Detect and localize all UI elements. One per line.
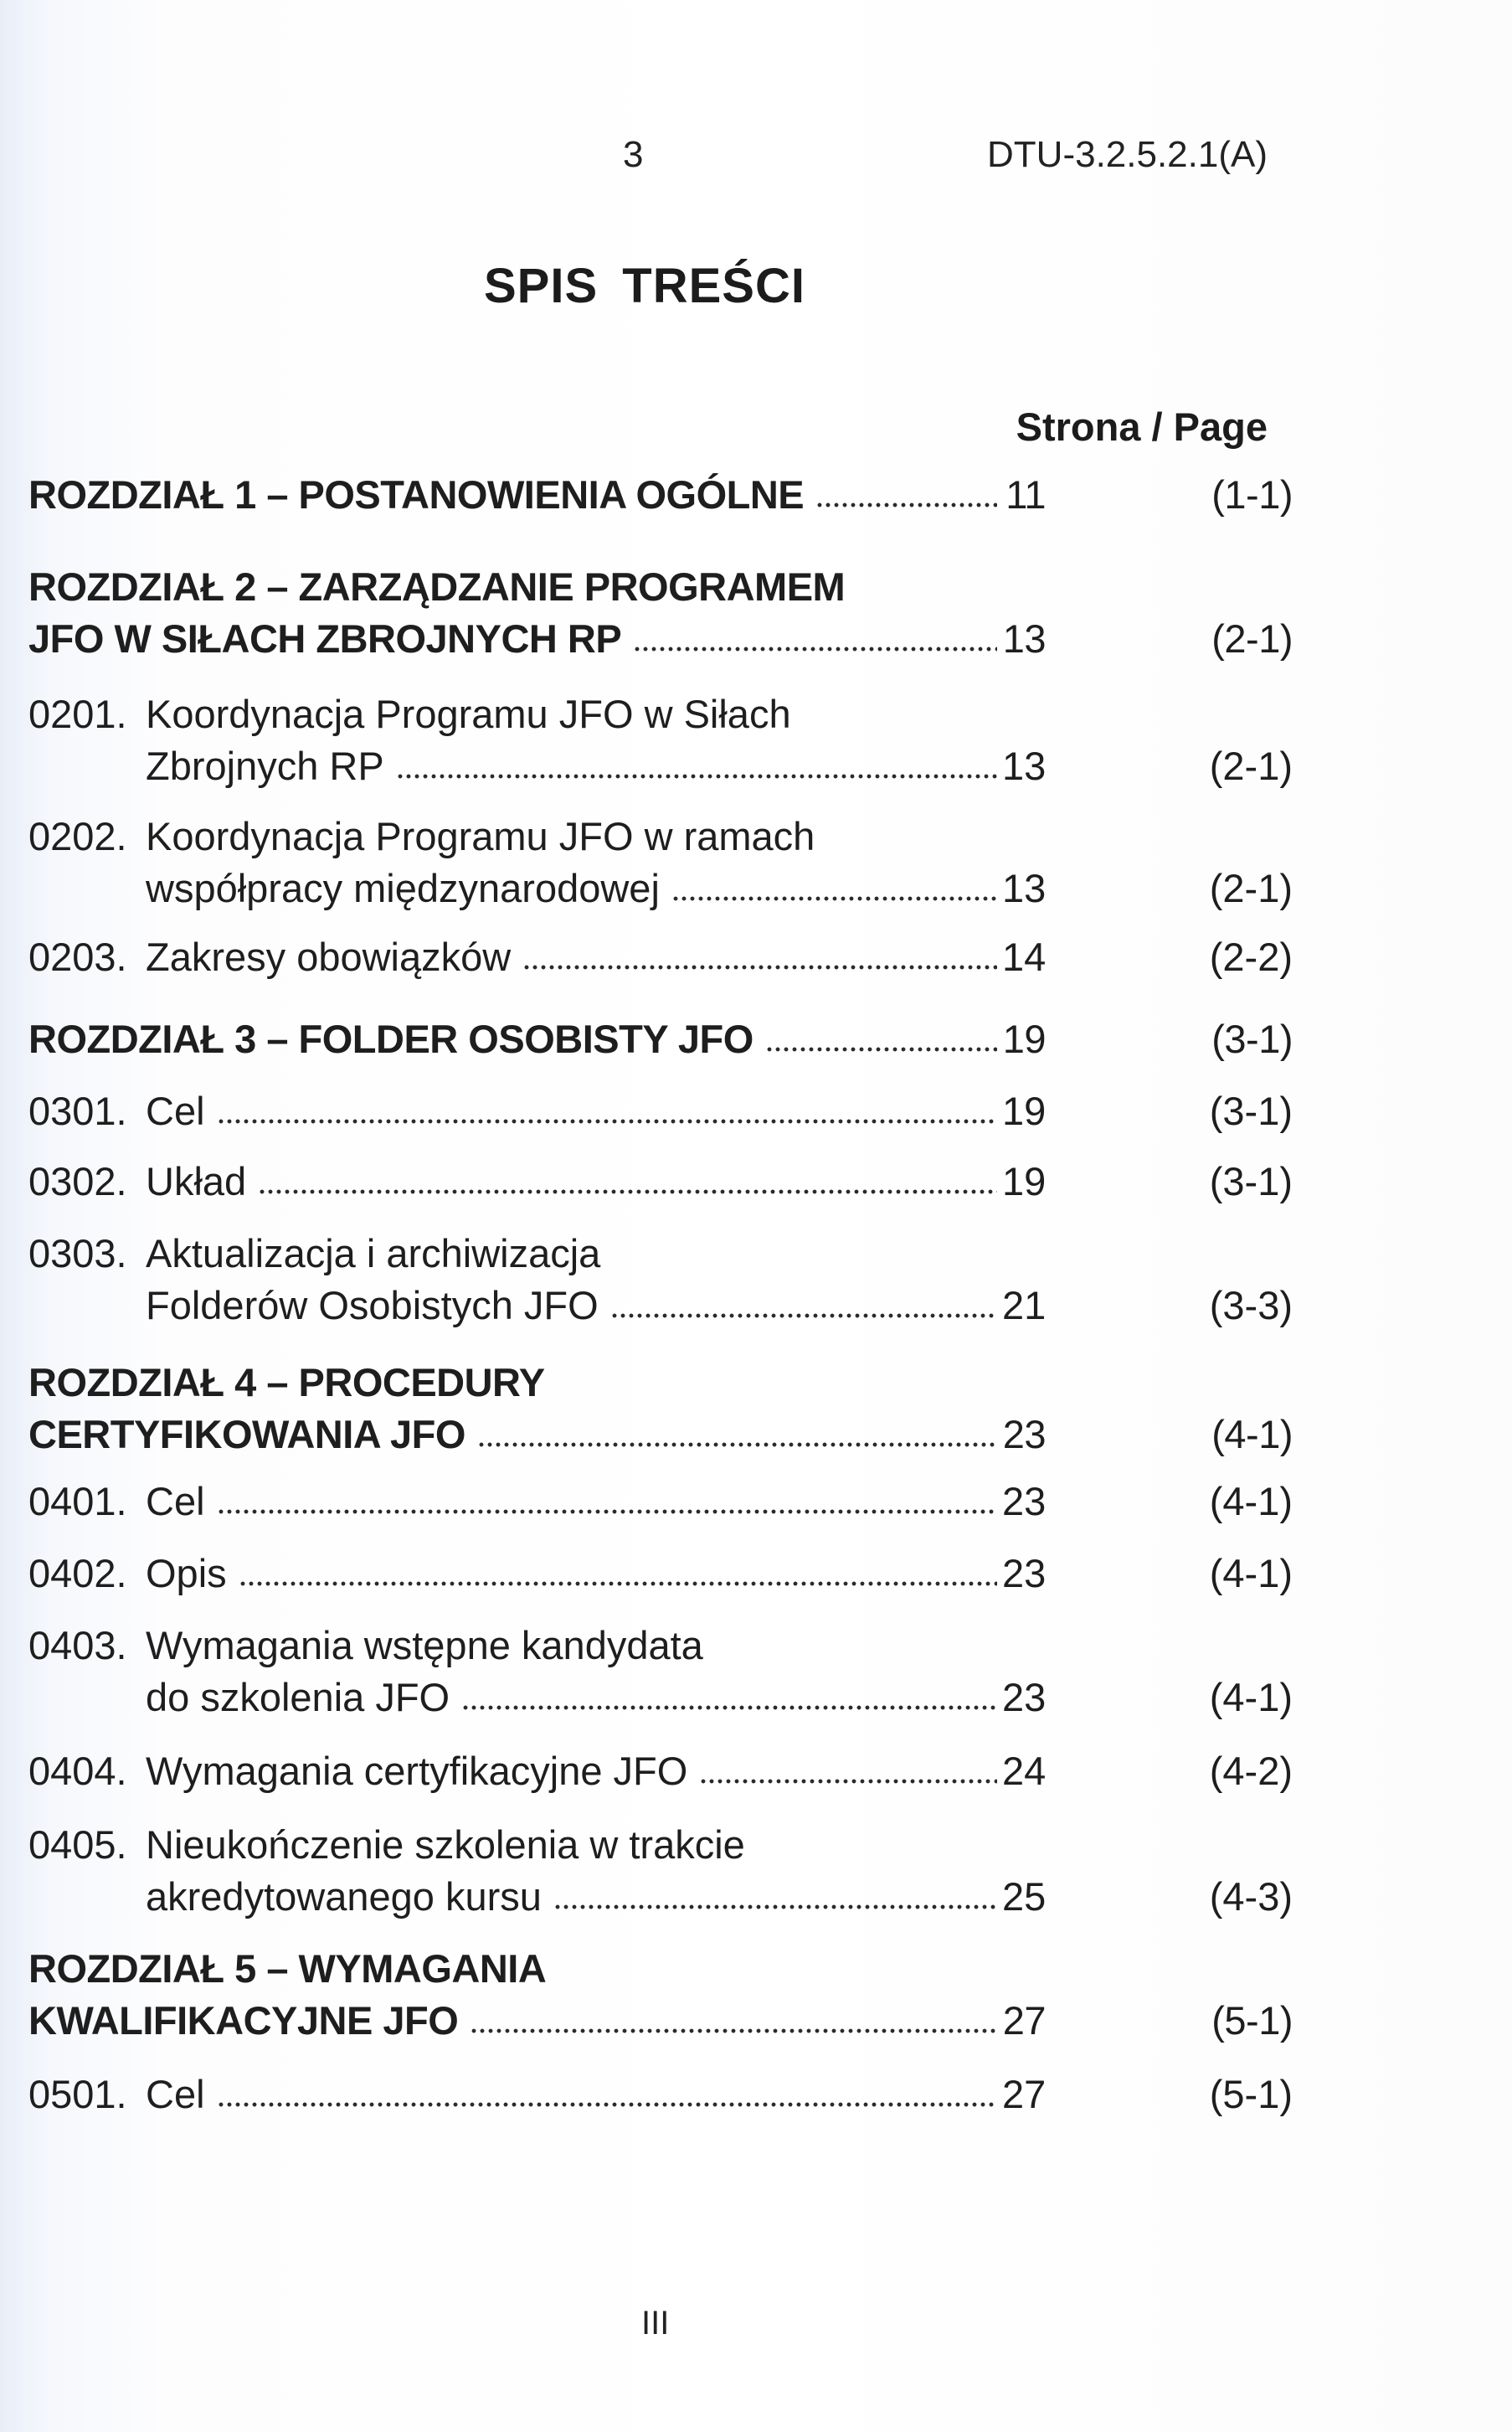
entry-title: do szkolenia JFO: [146, 1675, 450, 1719]
toc-section-entry[interactable]: [28, 1620, 1293, 1724]
dot-leader: [553, 1904, 997, 1910]
entry-title: Koordynacja Programu JFO w Siłach: [146, 692, 791, 736]
chapter-page-reference: (2-2): [1209, 935, 1293, 979]
roman-page-number: III: [641, 2305, 670, 2342]
toc-section-entry[interactable]: [28, 931, 1293, 983]
toc-section-entry[interactable]: [28, 1476, 1293, 1528]
chapter-page-reference: (5-1): [1209, 2072, 1293, 2116]
page-reference: 13: [1002, 866, 1047, 910]
toc-section-entry[interactable]: [28, 2069, 1293, 2120]
entry-title: Układ: [146, 1159, 247, 1203]
dot-leader: [477, 1441, 997, 1448]
entry-title: CERTYFIKOWANIA JFO: [28, 1412, 465, 1456]
page-reference: 23: [1002, 1479, 1047, 1523]
page-reference: 19: [1002, 1089, 1047, 1133]
toc-section-entry[interactable]: [28, 1819, 1293, 1923]
entry-title: Zakresy obowiązków: [146, 935, 512, 979]
entry-title: JFO W SIŁACH ZBROJNYCH RP: [28, 616, 622, 661]
entry-title: akredytowanego kursu: [146, 1874, 542, 1919]
page-reference: 24: [1002, 1749, 1047, 1793]
entry-title: ROZDZIAŁ 4 – PROCEDURY: [28, 1360, 545, 1404]
chapter-page-reference: (4-1): [1209, 1675, 1293, 1719]
section-number: 0501.: [28, 2072, 127, 2116]
toc-section-entry[interactable]: [28, 688, 1293, 792]
toc-section-entry[interactable]: [28, 1548, 1293, 1600]
chapter-page-reference: (3-3): [1209, 1283, 1293, 1327]
page-reference: 13: [1002, 744, 1047, 788]
page-reference: 23: [1002, 1675, 1047, 1719]
section-number: 0301.: [28, 1089, 127, 1133]
entry-title: KWALIFIKACYJNE JFO: [28, 1998, 459, 2043]
section-number: 0402.: [28, 1551, 127, 1595]
toc-section-entry[interactable]: [28, 1085, 1293, 1137]
section-number: 0201.: [28, 692, 127, 736]
page-reference: 19: [1002, 1159, 1047, 1203]
entry-title: Aktualizacja i archiwizacja: [146, 1231, 601, 1275]
dot-leader: [815, 502, 997, 508]
page-number: 3: [623, 134, 644, 175]
chapter-page-reference: (5-1): [1211, 1998, 1293, 2043]
page-reference: 13: [1002, 616, 1046, 661]
dot-leader: [239, 1580, 997, 1587]
entry-title: ROZDZIAŁ 3 – FOLDER OSOBISTY JFO: [28, 1017, 753, 1061]
entry-title: ROZDZIAŁ 2 – ZARZĄDZANIE PROGRAMEM: [28, 564, 846, 609]
dot-leader: [461, 1704, 997, 1711]
page-reference: 14: [1002, 935, 1047, 979]
entry-title: Opis: [146, 1551, 227, 1595]
chapter-page-reference: (3-1): [1209, 1159, 1293, 1203]
entry-title: ROZDZIAŁ 1 – POSTANOWIENIA OGÓLNE: [28, 472, 805, 517]
page-reference: 19: [1002, 1017, 1046, 1061]
section-number: 0405.: [28, 1822, 127, 1867]
section-number: 0303.: [28, 1231, 127, 1275]
document-code: DTU-3.2.5.2.1(A): [987, 134, 1268, 175]
dot-leader: [765, 1046, 997, 1053]
toc-chapter-entry[interactable]: [28, 561, 1293, 665]
entry-title: ROZDZIAŁ 5 – WYMAGANIA: [28, 1946, 547, 1991]
chapter-page-reference: (4-1): [1209, 1551, 1293, 1595]
entry-title: Wymagania wstępne kandydata: [146, 1623, 703, 1667]
page-reference: 11: [1005, 472, 1046, 517]
dot-leader: [610, 1312, 997, 1319]
entry-title: Cel: [146, 1479, 205, 1523]
toc-section-entry[interactable]: [28, 1156, 1293, 1208]
chapter-page-reference: (3-1): [1209, 1089, 1293, 1133]
toc-section-entry[interactable]: [28, 811, 1293, 915]
chapter-page-reference: (4-1): [1209, 1479, 1293, 1523]
entry-title: Wymagania certyfikacyjne JFO: [146, 1749, 688, 1793]
entry-title: Zbrojnych RP: [146, 744, 384, 788]
page-reference: 23: [1002, 1551, 1047, 1595]
section-number: 0203.: [28, 935, 127, 979]
entry-title: Nieukończenie szkolenia w trakcie: [146, 1822, 745, 1867]
section-number: 0404.: [28, 1749, 127, 1793]
section-number: 0202.: [28, 814, 127, 858]
chapter-page-reference: (4-1): [1211, 1412, 1293, 1456]
page-reference: 21: [1002, 1283, 1047, 1327]
entry-title: Cel: [146, 2072, 205, 2116]
page-reference: 25: [1002, 1874, 1047, 1919]
dot-leader: [671, 895, 997, 902]
chapter-page-reference: (4-3): [1209, 1874, 1293, 1919]
dot-leader: [699, 1778, 997, 1785]
entry-title: Koordynacja Programu JFO w ramach: [146, 814, 815, 858]
dot-leader: [470, 2028, 997, 2034]
dot-leader: [217, 1118, 997, 1125]
column-header: Strona / Page: [1016, 404, 1268, 449]
chapter-page-reference: (4-2): [1209, 1749, 1293, 1793]
chapter-page-reference: (2-1): [1209, 866, 1293, 910]
dot-leader: [522, 964, 997, 971]
chapter-page-reference: (2-1): [1211, 616, 1293, 661]
entry-title: Cel: [146, 1089, 205, 1133]
dot-leader: [258, 1188, 997, 1195]
chapter-page-reference: (1-1): [1211, 472, 1293, 517]
page-reference: 23: [1002, 1412, 1046, 1456]
page-reference: 27: [1002, 1998, 1046, 2043]
dot-leader: [396, 773, 997, 780]
section-number: 0403.: [28, 1623, 127, 1667]
toc-chapter-entry[interactable]: [28, 1013, 1293, 1065]
toc-section-entry[interactable]: [28, 1228, 1293, 1332]
dot-leader: [217, 2101, 997, 2108]
entry-title: współpracy międzynarodowej: [146, 866, 660, 910]
page-reference: 27: [1002, 2072, 1047, 2116]
page-title: SPIS TREŚCI: [484, 259, 805, 313]
toc-chapter-entry[interactable]: [28, 1357, 1293, 1461]
section-number: 0302.: [28, 1159, 127, 1203]
entry-title: Folderów Osobistych JFO: [146, 1283, 599, 1327]
chapter-page-reference: (3-1): [1211, 1017, 1293, 1061]
toc-chapter-entry[interactable]: [28, 1943, 1293, 2047]
chapter-page-reference: (2-1): [1209, 744, 1293, 788]
dot-leader: [217, 1508, 997, 1515]
toc-section-entry[interactable]: [28, 1745, 1293, 1797]
section-number: 0401.: [28, 1479, 127, 1523]
dot-leader: [633, 646, 997, 652]
toc-chapter-entry[interactable]: [28, 469, 1293, 521]
